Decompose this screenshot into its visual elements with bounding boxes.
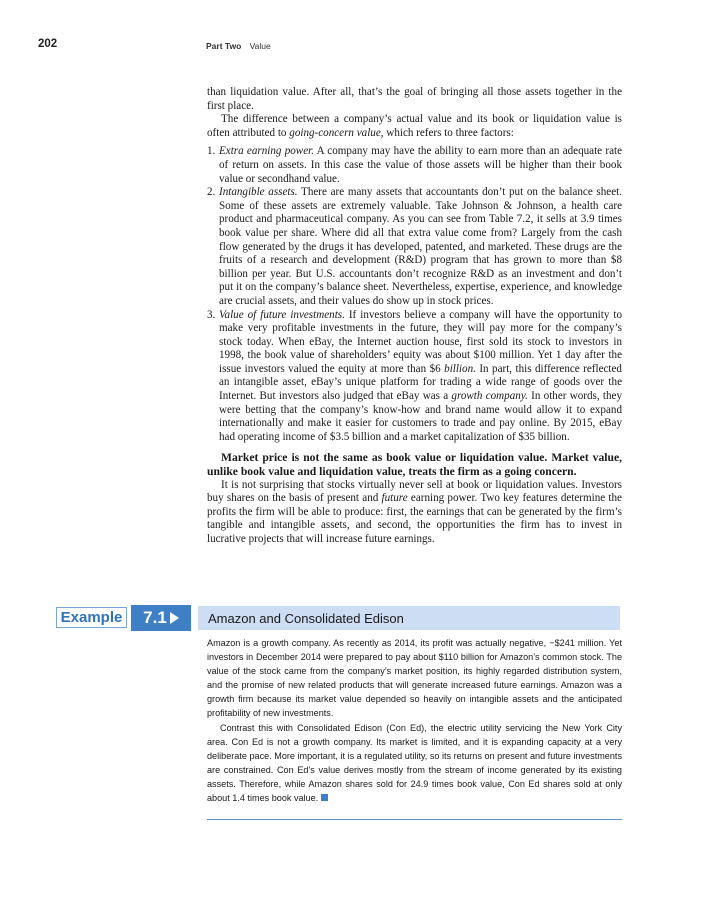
example-number-box [131,605,191,631]
factor-title: Extra earning power. [219,145,314,158]
factor-text: In part, this difference reflected an intangible asset, eBay’s unique platform for trading a wide range of goods over the Internet. But investors also judged that eBay was a [219,362,622,403]
paragraph-going-concern [207,113,622,140]
example-title: Amazon and Consolidated Edison [208,610,404,626]
text-run: It is not surprising that stocks virtually never sell at book or liquidation values. Investors buy shares on the basis of present and [207,478,622,505]
factor-text: A company may have the ability to earn more than an adequate rate of return on assets. In this case the value of those assets will be higher than their book value or secondhand value. [219,145,623,185]
factor-text: In other words, they were betting that the company’s know-how and brand name would allow it to expand internationally and make it easier for customers to trade and pay online. By 2015, eBay had operating income of $3.5 billion and a market capitalization of $35 billion. [219,390,622,443]
text-run: The difference between a company’s actual value and its book or liquidation value is often attributed to [207,113,622,139]
factor-text: There are many assets that accountants don’t put on the balance sheet. Some of these assets are extremely valuable. Take Johnson & Johnson, a health care product and pharmaceutical company. As you can see from Table 7.2, it sells at 3.9 times book value per share. Where did all that extra value come from? Largely from the cash flow generated by the drugs it has developed, patented, and marketed. These drugs are the fruits of a research and development (R&D) program that has grown to more than $8 billion per year. But U.S. accountants don’t recognize R&D as an investment and don’t put it on the company’s balance sheet. Nevertheless, expertise, experience, and knowledge are crucial assets, and their values do show up in stock prices. [219,186,622,307]
factor-item [207,309,622,445]
term-going-concern: going-concern value, [289,126,384,139]
factor-item [207,186,622,308]
factor-title: Value of future investments. [219,308,345,321]
text-run: earning power. Two key features determine the profits the firm will be able to produce: first, the earnings that can be generated by the firm’s tangible and intangible assets, and second, the opportunities the firm has to invest in lucrative projects that will increase future earnings. [207,492,622,545]
emphasis-growth-company: growth company. [451,390,528,403]
factor-number: 3. [207,308,216,321]
play-arrow-icon [170,612,179,624]
part-label: Part Two [206,41,242,51]
bold-statement: Market price is not the same as book value or liquidation value. Market value, unlike book value and liquidation value, treats the firm as a going concern. [207,451,622,479]
emphasis-billion: billion. [444,362,476,375]
example-paragraph-con-ed [207,721,622,806]
example-paragraph-amazon: Amazon is a growth company. As recently as 2014, its profit was actually negative, −$241 million. Yet investors in December 2014 were prepared to pay about $110 billion for Amazon’s common stock. The value of the stock came from the company’s market position, its highly regarded distribution system, and the promise of new related products that will generate increased future earnings. Amazon was a growth firm because its market value depended so heavily on intangible assets and the anticipated profitability of new investments. [207,638,622,719]
example-title-bar [198,606,620,630]
page-number: 202 [38,38,58,50]
running-head [206,41,271,51]
example-text: Contrast this with Consolidated Edison (Con Ed), the electric utility servicing the New York City area. Con Ed is not a growth company. Its market is limited, and it is expanding capacity at a very deliberate pace. More important, it is a regulated utility, so its returns on present and future investments are constrained. Con Ed’s value derives mostly from the stream of income generated by its existing assets. Therefore, while Amazon shares sold for 24.9 times book value, Con Ed shares sold at only about 1.4 times book value. [207,722,622,804]
paragraph-continuation: than liquidation value. After all, that’s the goal of bringing all those assets together in the first place. [207,86,622,112]
example-bottom-rule [207,819,622,820]
factor-list [207,145,622,444]
factor-title: Intangible assets. [219,186,298,199]
factor-item [207,145,622,186]
factor-text: If investors believe a company will have the opportunity to make very profitable investments in the future, they will pay more for the company’s stock today. When eBay, the Internet auction house, first sold its stock to investors in 1998, the book value of shareholders’ equity was about $100 million. Yet 1 day after the issue investors valued the equity at more than $6 [219,308,623,375]
example-body [207,636,622,805]
text-run: which refers to three factors: [383,126,514,139]
example-label: Example [56,607,127,628]
main-text [207,86,622,547]
part-title: Value [249,41,271,51]
end-of-example-icon [321,794,328,801]
factor-number: 2. [207,186,216,199]
term-future: future [381,492,408,505]
factor-number: 1. [207,145,216,158]
example-number: 7.1 [143,608,167,627]
paragraph-earning-power [207,479,622,547]
